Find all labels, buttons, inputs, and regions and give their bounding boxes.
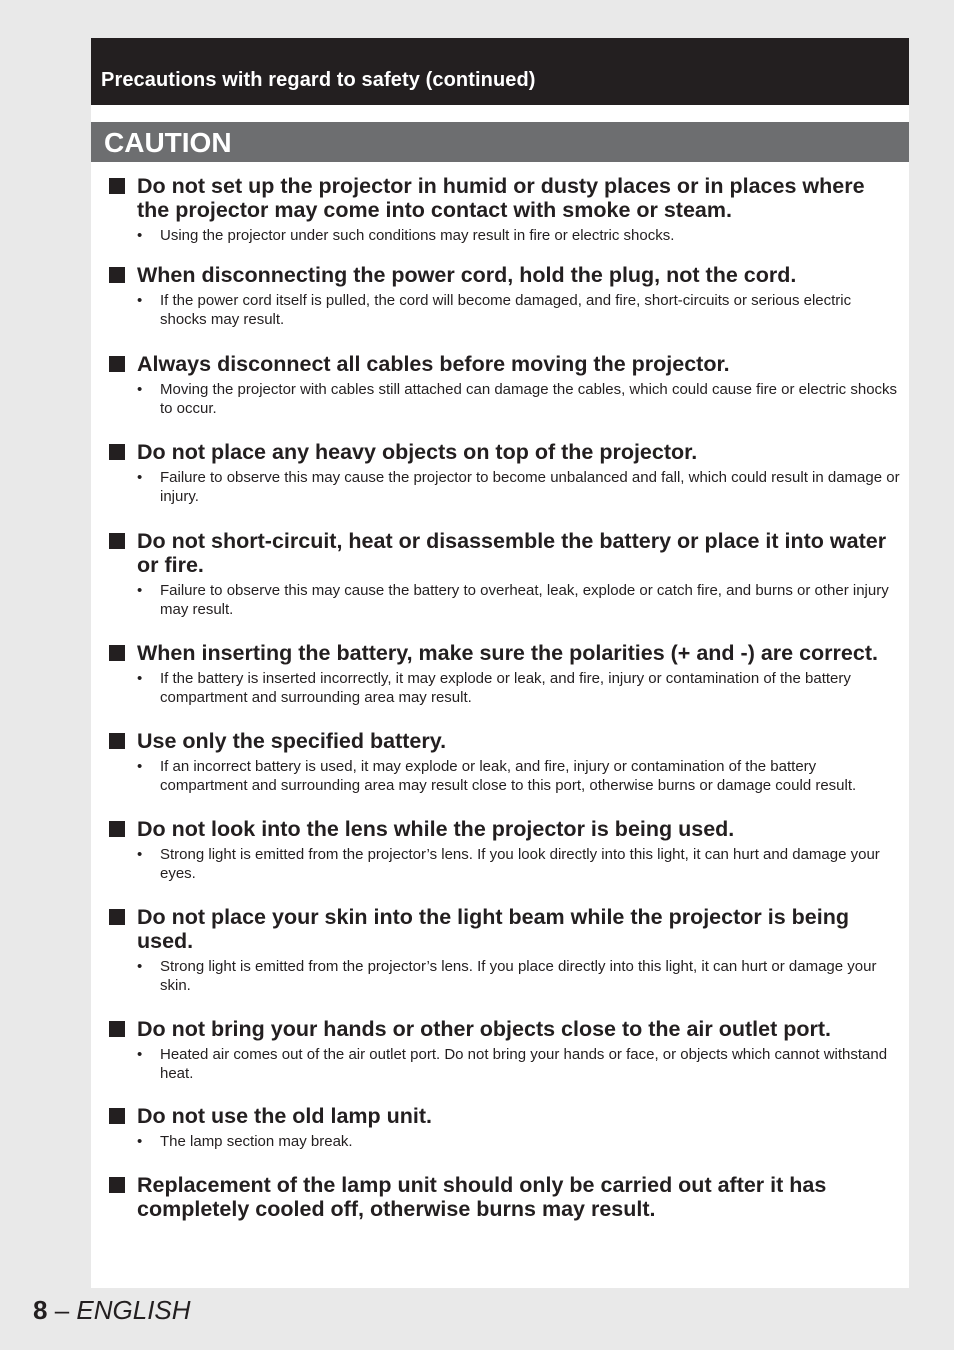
bullet-text: If the power cord itself is pulled, the cord will become damaged, and fire, short-circuits or serious electric shocks may result. bbox=[160, 291, 852, 328]
caution-item bbox=[108, 174, 900, 246]
caution-item-bullets bbox=[108, 669, 900, 708]
caution-item-bullets bbox=[108, 468, 900, 507]
caution-item-heading bbox=[108, 352, 900, 376]
caution-item bbox=[108, 905, 900, 996]
bullet-text: Using the projector under such conditions may result in fire or electric shocks. bbox=[160, 227, 675, 244]
caution-item-heading-text: Do not set up the projector in humid or dusty places or in places where the projector may come into contact with smoke or steam. bbox=[137, 174, 865, 222]
bullet-point bbox=[108, 468, 900, 507]
caution-item bbox=[108, 529, 900, 620]
bullet-dot-icon: • bbox=[137, 581, 143, 599]
bullet-point bbox=[108, 757, 900, 796]
bullet-point bbox=[108, 581, 900, 620]
caution-item-bullets bbox=[108, 291, 900, 330]
caution-item-heading bbox=[108, 529, 900, 577]
caution-item bbox=[108, 440, 900, 507]
caution-item-heading-text: Do not bring your hands or other objects close to the air outlet port. bbox=[137, 1016, 832, 1041]
caution-item-bullets bbox=[108, 380, 900, 419]
caution-item-heading bbox=[108, 1104, 900, 1128]
caution-item-heading bbox=[108, 641, 900, 665]
black-square-icon bbox=[109, 733, 125, 749]
caution-item-heading-text: Do not look into the lens while the projector is being used. bbox=[137, 816, 735, 841]
black-square-icon bbox=[109, 1021, 125, 1037]
bullet-text: If an incorrect battery is used, it may explode or leak, and fire, injury or contamination of the battery compartment and surrounding area may result close to this port, otherwise burns or damage could result. bbox=[160, 757, 857, 794]
caution-item-heading bbox=[108, 905, 900, 953]
caution-item bbox=[108, 817, 900, 884]
bullet-dot-icon: • bbox=[137, 1045, 143, 1063]
caution-item-heading-text: Replacement of the lamp unit should only be carried out after it has completely cooled off, otherwise burns may result. bbox=[137, 1173, 827, 1221]
caution-item-heading bbox=[108, 174, 900, 222]
caution-item-heading-text: When disconnecting the power cord, hold the plug, not the cord. bbox=[137, 262, 797, 287]
black-square-icon bbox=[109, 1108, 125, 1124]
black-square-icon bbox=[109, 909, 125, 925]
language-label: ENGLISH bbox=[76, 1295, 191, 1325]
caution-item-bullets bbox=[108, 226, 900, 246]
bullet-dot-icon: • bbox=[137, 957, 143, 975]
bullet-point bbox=[108, 1045, 900, 1084]
caution-item-heading-text: Do not short-circuit, heat or disassemble the battery or place it into water or fire. bbox=[137, 528, 887, 577]
bullet-dot-icon: • bbox=[137, 468, 143, 486]
caution-item-bullets bbox=[108, 1045, 900, 1084]
bullet-dot-icon: • bbox=[137, 669, 143, 687]
black-square-icon bbox=[109, 444, 125, 460]
bullet-dot-icon: • bbox=[137, 227, 143, 244]
caution-item bbox=[108, 263, 900, 330]
black-square-icon bbox=[109, 821, 125, 837]
caution-item-heading bbox=[108, 1017, 900, 1041]
bullet-point bbox=[108, 226, 900, 246]
bullet-point bbox=[108, 380, 900, 419]
bullet-point bbox=[108, 291, 900, 330]
bullet-point bbox=[108, 957, 900, 996]
caution-item-heading-text: Do not place any heavy objects on top of the projector. bbox=[137, 439, 698, 464]
caution-item bbox=[108, 729, 900, 796]
black-square-icon bbox=[109, 533, 125, 549]
black-square-icon bbox=[109, 645, 125, 661]
caution-banner bbox=[91, 122, 909, 162]
bullet-dot-icon: • bbox=[137, 291, 143, 309]
page-footer bbox=[33, 1294, 191, 1326]
caution-item bbox=[108, 641, 900, 708]
bullet-text: The lamp section may break. bbox=[160, 1132, 353, 1150]
caution-item-heading-text: Do not place your skin into the light beam while the projector is being used. bbox=[137, 904, 849, 953]
bullet-dot-icon: • bbox=[137, 845, 143, 863]
caution-title: CAUTION bbox=[104, 127, 232, 158]
bullet-text: Failure to observe this may cause the projector to become unbalanced and fall, which could result in damage or injury. bbox=[160, 468, 900, 505]
caution-item-heading bbox=[108, 729, 900, 753]
bullet-text: Failure to observe this may cause the battery to overheat, leak, explode or catch fire, and burns or other injury may result. bbox=[160, 581, 889, 618]
bullet-point bbox=[108, 669, 900, 708]
bullet-text: Heated air comes out of the air outlet port. Do not bring your hands or face, or objects which cannot withstand heat. bbox=[160, 1045, 888, 1082]
bullet-text: Moving the projector with cables still attached can damage the cables, which could cause fire or electric shocks to occur. bbox=[160, 380, 898, 417]
caution-item bbox=[108, 1017, 900, 1084]
bullet-text: Strong light is emitted from the projector’s lens. If you look directly into this light, it can hurt and damage your eyes. bbox=[160, 845, 880, 882]
bullet-dot-icon: • bbox=[137, 380, 143, 398]
bullet-point bbox=[108, 845, 900, 884]
caution-item-bullets bbox=[108, 757, 900, 796]
caution-item-heading-text: Always disconnect all cables before moving the projector. bbox=[137, 351, 730, 376]
caution-item-heading bbox=[108, 1173, 900, 1221]
bullet-dot-icon: • bbox=[137, 757, 143, 775]
black-square-icon bbox=[109, 356, 125, 372]
section-header-title: Precautions with regard to safety (continued) bbox=[101, 69, 536, 91]
caution-item bbox=[108, 1173, 900, 1221]
page-number: 8 bbox=[33, 1295, 48, 1325]
bullet-text: Strong light is emitted from the projector’s lens. If you place directly into this light, it can hurt or damage your skin. bbox=[160, 957, 877, 994]
caution-item-heading-text: Do not use the old lamp unit. bbox=[137, 1103, 433, 1128]
caution-item bbox=[108, 352, 900, 419]
black-square-icon bbox=[109, 178, 125, 194]
caution-item-bullets bbox=[108, 845, 900, 884]
caution-item-heading-text: When inserting the battery, make sure the polarities (+ and -) are correct. bbox=[137, 640, 878, 665]
caution-item-heading-text: Use only the specified battery. bbox=[137, 728, 447, 753]
black-square-icon bbox=[109, 267, 125, 283]
caution-item-bullets bbox=[108, 1132, 900, 1152]
caution-item-bullets bbox=[108, 581, 900, 620]
bullet-point bbox=[108, 1132, 900, 1152]
caution-item-heading bbox=[108, 440, 900, 464]
caution-item-heading bbox=[108, 263, 900, 287]
section-header bbox=[91, 38, 909, 105]
caution-item-heading bbox=[108, 817, 900, 841]
caution-item bbox=[108, 1104, 900, 1152]
black-square-icon bbox=[109, 1177, 125, 1193]
footer-separator: – bbox=[47, 1295, 77, 1325]
caution-item-bullets bbox=[108, 957, 900, 996]
caution-list bbox=[108, 174, 900, 1221]
bullet-dot-icon: • bbox=[137, 1132, 143, 1150]
bullet-text: If the battery is inserted incorrectly, it may explode or leak, and fire, injury or contamination of the battery compartment and surrounding area may result. bbox=[160, 669, 851, 706]
